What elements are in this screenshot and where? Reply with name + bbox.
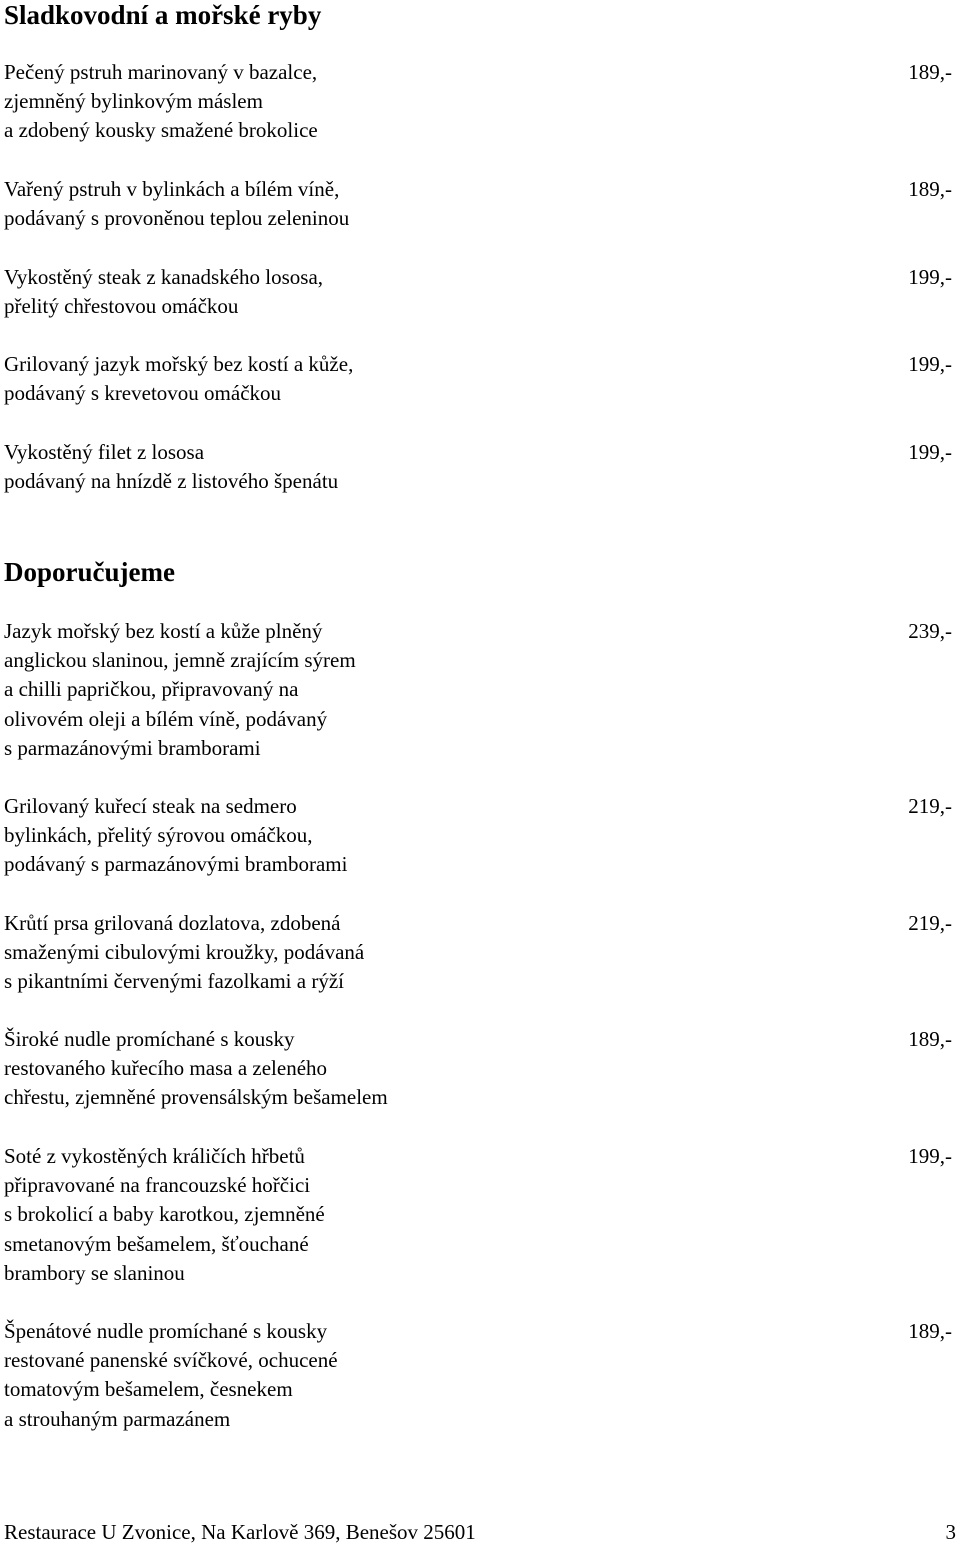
menu-item-description: Grilovaný jazyk mořský bez kostí a kůže, podávaný s krevetovou omáčkou — [4, 352, 354, 406]
footer-address: Restaurace U Zvonice, Na Karlově 369, Benešov 25601 — [4, 1520, 476, 1544]
menu-item-description: Pečený pstruh marinovaný v bazalce, zjemněný bylinkovým máslem a zdobený kousky smažené brokolice — [4, 60, 318, 143]
menu-item — [4, 617, 956, 763]
menu-item — [4, 175, 956, 233]
section-title-fish: Sladkovodní a mořské ryby — [4, 0, 322, 30]
menu-item-price: 199,- — [908, 440, 952, 464]
menu-item-price: 199,- — [908, 352, 952, 376]
menu-item-price: 219,- — [908, 911, 952, 935]
menu-item-price: 189,- — [908, 1319, 952, 1343]
menu-item — [4, 1025, 956, 1113]
menu-item — [4, 263, 956, 321]
menu-item-description: Široké nudle promíchané s kousky restovaného kuřecího masa a zeleného chřestu, zjemněné provensálským bešamelem — [4, 1027, 388, 1110]
menu-item — [4, 1317, 956, 1434]
menu-item-description: Vařený pstruh v bylinkách a bílém víně, podávaný s provoněnou teplou zeleninou — [4, 177, 350, 231]
menu-item-description: Špenátové nudle promíchané s kousky restované panenské svíčkové, ochucené tomatovým bešamelem, česnekem a strouhaným parmazánem — [4, 1319, 338, 1431]
menu-item-price: 219,- — [908, 794, 952, 818]
menu-item-description: Vykostěný steak z kanadského lososa, přelitý chřestovou omáčkou — [4, 265, 324, 319]
menu-item — [4, 58, 956, 146]
menu-item — [4, 1142, 956, 1288]
menu-item — [4, 792, 956, 880]
menu-item — [4, 909, 956, 997]
section-title-recommended: Doporučujeme — [4, 557, 175, 587]
menu-item — [4, 350, 956, 408]
page-number: 3 — [945, 1520, 956, 1544]
menu-item-price: 189,- — [908, 177, 952, 201]
menu-item-price: 239,- — [908, 619, 952, 643]
menu-item-price: 189,- — [908, 1027, 952, 1051]
menu-item-price: 189,- — [908, 60, 952, 84]
menu-item-description: Jazyk mořský bez kostí a kůže plněný anglickou slaninou, jemně zrajícím sýrem a chilli papričkou, připravovaný na olivovém oleji a bílém víně, podávaný s parmazánovými bramborami — [4, 619, 356, 760]
menu-item-price: 199,- — [908, 1144, 952, 1168]
menu-item-description: Grilovaný kuřecí steak na sedmero bylinkách, přelitý sýrovou omáčkou, podávaný s parmazánovými bramborami — [4, 794, 348, 877]
menu-item-description: Krůtí prsa grilovaná dozlatova, zdobená smaženými cibulovými kroužky, podávaná s pikantními červenými fazolkami a rýží — [4, 911, 365, 994]
menu-item-price: 199,- — [908, 265, 952, 289]
menu-item-description: Vykostěný filet z lososa podávaný na hnízdě z listového špenátu — [4, 440, 339, 494]
page-footer — [4, 1518, 956, 1547]
menu-item — [4, 438, 956, 496]
menu-item-description: Soté z vykostěných králičích hřbetů připravované na francouzské hořčici s brokolicí a baby karotkou, zjemněné smetanovým bešamelem, šťouchané brambory se slaninou — [4, 1144, 325, 1285]
